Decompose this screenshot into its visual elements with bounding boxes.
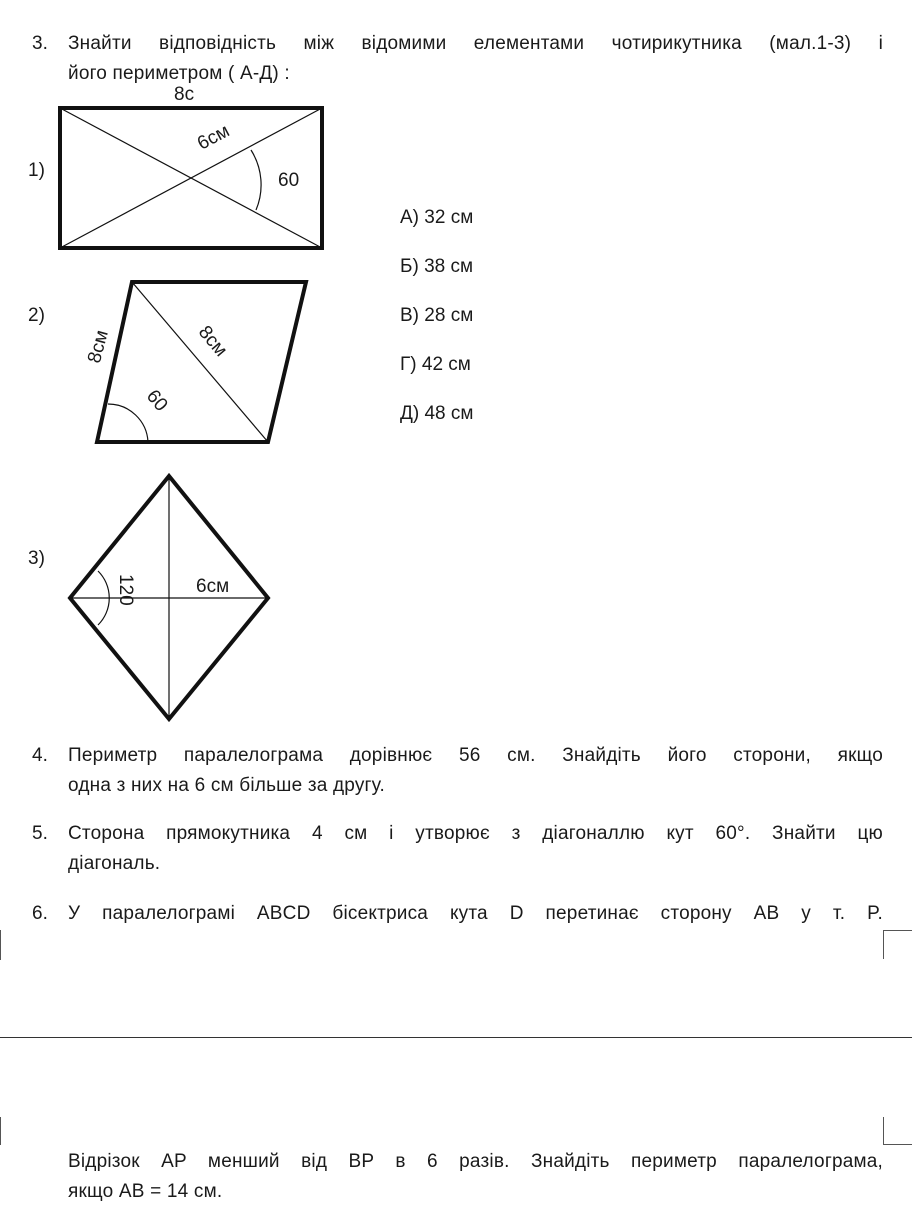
task4-number: 4. — [32, 745, 48, 766]
task5-line1: Сторона прямокутника 4 см і утворює з діагоналлю кут 60°. Знайти цю — [68, 823, 883, 844]
answer-option: В) 28 см — [400, 305, 474, 326]
figure-2-parallelogram — [97, 282, 306, 442]
figure-3-half-diagonal-label: 6см — [196, 576, 230, 597]
task3-number: 3. — [32, 33, 48, 54]
figure-1-diagonal-label: 6см — [194, 120, 234, 155]
page-corner-mark — [883, 930, 912, 959]
figure-1-angle-arc — [251, 150, 261, 210]
figure-3-number: 3) — [28, 548, 45, 569]
task3-line1: Знайти відповідність між відомими елементами чотирикутника (мал.1-3) і — [68, 33, 883, 54]
figure-1-angle-label: 60 — [278, 170, 300, 191]
task6-line2: Відрізок AP менший від BP в 6 разів. Знайдіть периметр паралелограма, — [68, 1151, 883, 1172]
task5-number: 5. — [32, 823, 48, 844]
figure-2-angle-arc — [108, 404, 148, 442]
figure-2-side-label: 8см — [84, 327, 113, 366]
figure-1-top-side-label: 8с — [174, 84, 195, 105]
page-corner-mark — [883, 1117, 912, 1145]
task4-line2: одна з них на 6 см більше за другу. — [68, 775, 385, 796]
task3-line2: його периметром ( А-Д) : — [68, 63, 290, 84]
task6-number: 6. — [32, 903, 48, 924]
figure-3-angle-label: 120 — [115, 574, 136, 606]
figure-2-number: 2) — [28, 305, 45, 326]
task6-line1: У паралелограмі ABCD бісектриса кута D перетинає сторону AB у т. P. — [68, 903, 883, 924]
answer-option: Г) 42 см — [400, 354, 471, 375]
figure-1-number: 1) — [28, 160, 45, 181]
answer-option: Б) 38 см — [400, 256, 474, 277]
figure-3-rhombus — [70, 476, 268, 719]
task5-line2: діагональ. — [68, 853, 161, 874]
task4-line1: Периметр паралелограма дорівнює 56 см. Знайдіть його сторони, якщо — [68, 745, 883, 766]
figure-2-angle-label: 60 — [141, 386, 172, 416]
answer-option: А) 32 см — [400, 207, 474, 228]
page-break-divider — [0, 1037, 912, 1038]
task6-line3: якщо AB = 14 см. — [68, 1181, 223, 1202]
page-corner-mark — [0, 930, 1, 960]
page-corner-mark — [0, 1117, 1, 1145]
figure-2-diagonal-label: 8см — [193, 322, 232, 361]
answer-option: Д) 48 см — [400, 403, 474, 424]
